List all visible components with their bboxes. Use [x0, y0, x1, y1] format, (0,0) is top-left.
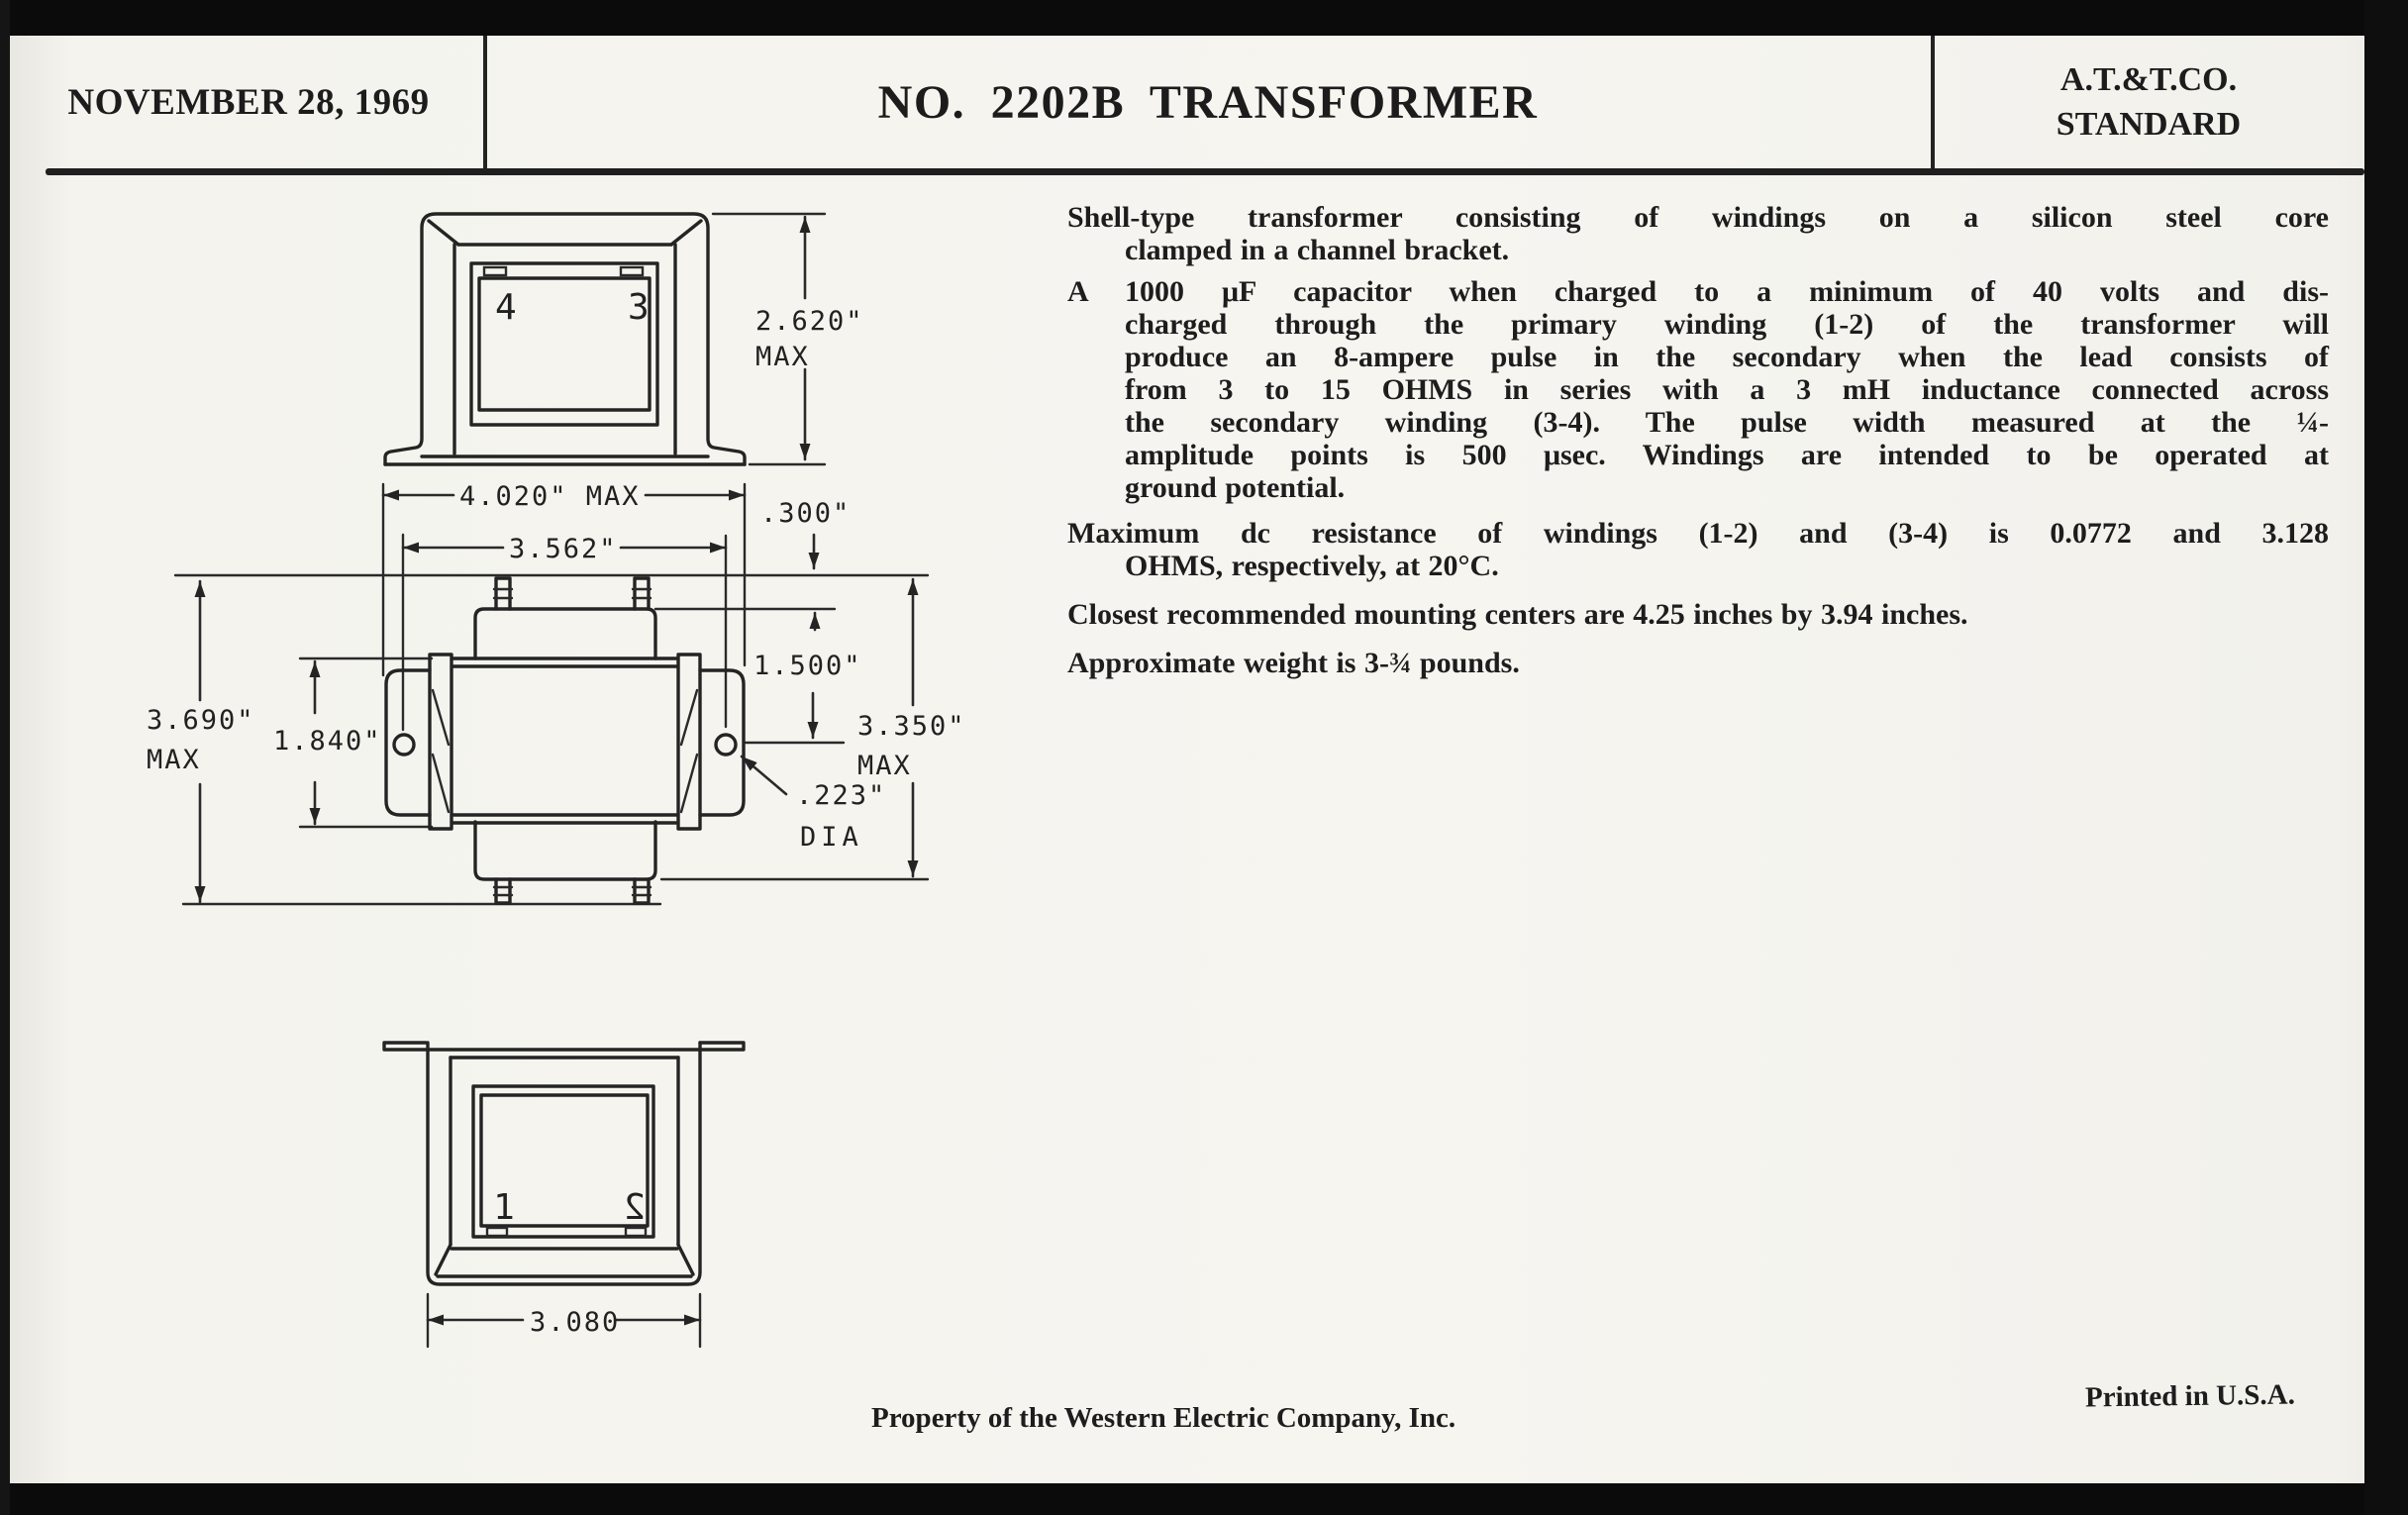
dim-hole-diameter-qualifier: DIA: [800, 822, 863, 853]
dim-bracket-height-label: 1.840": [273, 726, 382, 757]
text-line: ground potential.: [1125, 471, 1346, 504]
text-line: from 3 to 15 OHMS in series with a 3 mH inductance connected across: [1125, 373, 2329, 406]
dim-bracket-height-1840: [273, 661, 382, 824]
description-text: [1067, 201, 2329, 679]
issue-date: NOVEMBER 28, 1969: [67, 81, 430, 123]
text-line: clamped in a channel bracket.: [1125, 234, 1510, 266]
transformer-body: [386, 609, 744, 879]
dim-height-2620: [713, 214, 864, 464]
dim-body-height-3350: [857, 579, 966, 876]
page-title: NO. 2202B TRANSFORMER: [877, 75, 1539, 129]
scan-border-bottom: [0, 1483, 2408, 1515]
dim-overall-height-3690: [147, 581, 255, 902]
dim-overall-height-label: 3.690": [147, 705, 255, 736]
header-divider-right: [1931, 36, 1935, 170]
property-note: Property of the Western Electric Company, Inc.: [871, 1402, 1456, 1434]
channel-bracket-outline: [384, 1043, 744, 1284]
coil-panel: [473, 1086, 653, 1237]
scan-border-top: [0, 0, 2408, 36]
plan-view-drawing: [94, 475, 980, 926]
terminal-1-label: 1: [493, 1187, 515, 1228]
text-line: OHMS, respectively, at 20°C.: [1125, 550, 1499, 582]
dim-hole-spacing-label: 3.562": [509, 534, 618, 564]
terminal-2-label: 2: [624, 1187, 646, 1228]
terminal-pins: [494, 578, 651, 903]
dim-width-3080: [428, 1294, 700, 1347]
standard-line1: A.T.&T.CO.: [2059, 61, 2238, 98]
text-line: A 1000 μF capacitor when charged to a minimum of 40 volts and dis-: [1067, 275, 2329, 308]
dim-pin-protrusion-label: .300": [760, 498, 852, 529]
header-rule: [46, 168, 2364, 175]
text-line: charged through the primary winding (1-2) of the transformer will: [1125, 308, 2329, 341]
dim-width-label: 3.080: [530, 1307, 621, 1338]
scan-border-left: [0, 0, 10, 1515]
text-line: Closest recommended mounting centers are 4.25 inches by 3.94 inches.: [1067, 598, 1968, 631]
terminal-4-label: 4: [495, 287, 517, 328]
dim-overall-width-label: 4.020" MAX: [459, 481, 641, 512]
text-line: Approximate weight is 3-¾ pounds.: [1067, 647, 1520, 679]
dim-body-height-label: 3.350": [857, 711, 966, 742]
dim-height-qualifier: MAX: [755, 342, 810, 372]
dim-coil-to-hole-1500: [753, 651, 862, 738]
mounting-hole-right: [716, 735, 736, 755]
header-divider-left: [483, 36, 487, 172]
text-line: Maximum dc resistance of windings (1-2) and (3-4) is 0.0772 and 3.128: [1067, 517, 2329, 550]
channel-bracket-outline: [385, 214, 745, 464]
dim-overall-height-qualifier: MAX: [147, 745, 201, 775]
dim-body-height-qualifier: MAX: [857, 751, 912, 781]
end-view-top-drawing: [371, 193, 871, 480]
dim-height-label: 2.620": [755, 306, 864, 337]
dim-overall-width-4020: [383, 481, 745, 512]
coil-panel: [471, 263, 657, 425]
printed-note: Printed in U.S.A.: [2084, 1378, 2296, 1414]
end-view-bottom-drawing: [371, 1030, 713, 1357]
mounting-hole-left: [394, 735, 414, 755]
standard-designation: [1933, 36, 2364, 168]
dim-coil-to-hole-label: 1.500": [753, 651, 862, 681]
scan-border-right: [2364, 0, 2408, 1515]
terminal-3-label: 3: [628, 287, 650, 328]
dim-hole-diameter-label: .223": [796, 780, 887, 811]
standard-line2: STANDARD: [2056, 106, 2242, 143]
text-line: the secondary winding (3-4). The pulse width measured at the ¼-: [1125, 406, 2329, 439]
dim-hole-spacing-3562: [403, 534, 726, 564]
text-line: amplitude points is 500 μsec. Windings are intended to be operated at: [1125, 439, 2329, 471]
text-line: Shell-type transformer consisting of windings on a silicon steel core: [1067, 201, 2329, 234]
text-line: produce an 8-ampere pulse in the secondary when the lead consists of: [1125, 341, 2329, 373]
